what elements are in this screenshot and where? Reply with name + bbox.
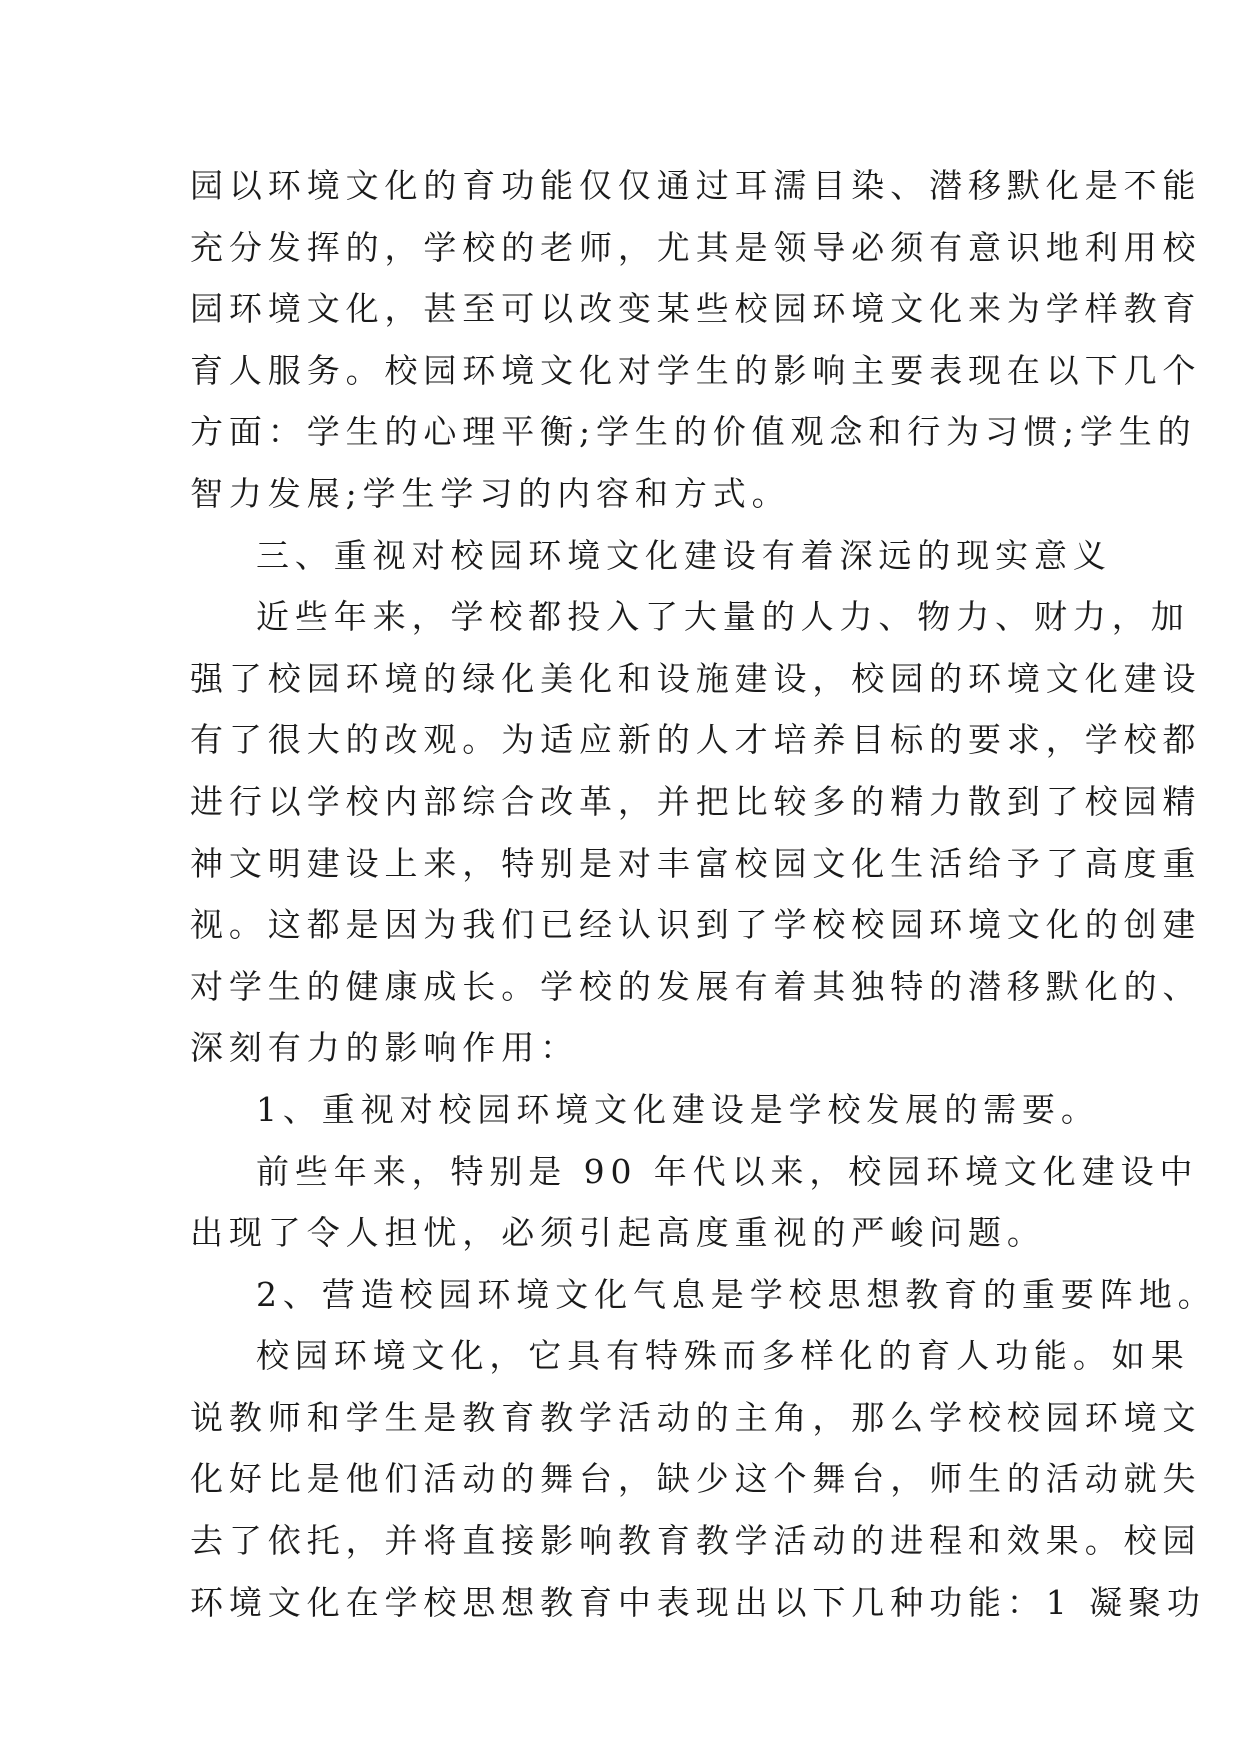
text-line: 去了依托，并将直接影响教育教学活动的进程和效果。校园 — [190, 1521, 1202, 1561]
text-line: 充分发挥的，学校的老师，尤其是领导必须有意识地利用校 — [190, 227, 1202, 267]
paragraph-first-line: 近些年来，学校都投入了大量的人力、物力、财力，加 — [256, 597, 1190, 637]
text-line: 环境文化在学校思想教育中表现出以下几种功能：1 凝聚功 — [190, 1582, 1206, 1622]
text-line: 出现了令人担忧，必须引起高度重视的严峻问题。 — [190, 1213, 1046, 1253]
text-line: 深刻有力的影响作用： — [190, 1028, 579, 1068]
paragraph-first-line: 校园环境文化，它具有特殊而多样化的育人功能。如果 — [256, 1336, 1190, 1376]
text-line: 化好比是他们活动的舞台，缺少这个舞台，师生的活动就失 — [190, 1459, 1202, 1499]
paragraph-first-line: 1、重视对校园环境文化建设是学校发展的需要。 — [256, 1089, 1100, 1129]
text-line: 智力发展;学生学习的内容和方式。 — [190, 473, 791, 513]
text-line: 强了校园环境的绿化美化和设施建设，校园的环境文化建设 — [190, 658, 1202, 698]
document-body — [190, 155, 1217, 1633]
text-line: 说教师和学生是教育教学活动的主角，那么学校校园环境文 — [190, 1397, 1202, 1437]
text-line: 园环境文化，甚至可以改变某些校园环境文化来为学样教育 — [190, 289, 1202, 329]
text-line: 对学生的健康成长。学校的发展有着其独特的潜移默化的、 — [190, 966, 1202, 1006]
paragraph-first-line: 2、营造校园环境文化气息是学校思想教育的重要阵地。 — [256, 1274, 1217, 1314]
text-line: 园以环境文化的育功能仅仅通过耳濡目染、潜移默化是不能 — [190, 166, 1202, 205]
text-line: 进行以学校内部综合改革，并把比较多的精力散到了校园精 — [190, 781, 1202, 821]
paragraph-first-line: 三、重视对校园环境文化建设有着深远的现实意义 — [256, 535, 1112, 575]
text-line: 育人服务。校园环境文化对学生的影响主要表现在以下几个 — [190, 350, 1202, 390]
paragraph-first-line: 前些年来，特别是 90 年代以来，校园环境文化建设中 — [256, 1151, 1199, 1191]
text-line: 神文明建设上来，特别是对丰富校园文化生活给予了高度重 — [190, 843, 1202, 883]
text-line: 方面：学生的心理平衡;学生的价值观念和行为习惯;学生的 — [190, 412, 1197, 452]
text-line: 视。这都是因为我们已经认识到了学校校园环境文化的创建 — [190, 905, 1202, 945]
text-line: 有了很大的改观。为适应新的人才培养目标的要求，学校都 — [190, 720, 1202, 760]
